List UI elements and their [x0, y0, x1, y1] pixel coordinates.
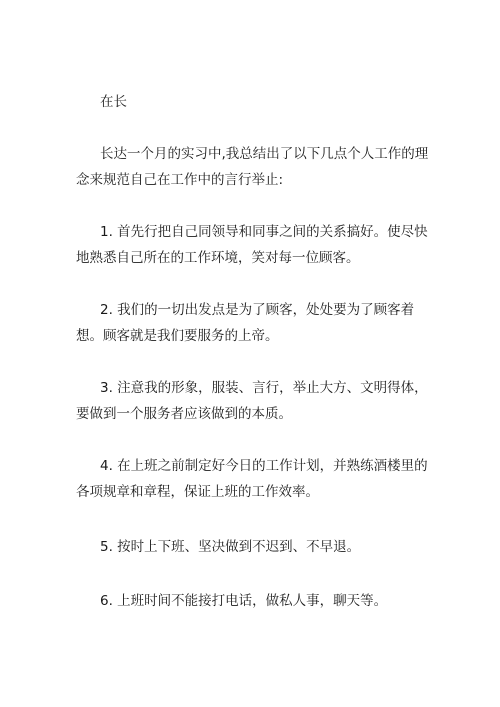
intro-paragraph: 长达一个月的实习中,我总结出了以下几点个人工作的理念来规范自己在工作中的言行举止: — [76, 146, 429, 188]
list-item-6: 6. 上班时间不能接打电话，做私人事，聊天等。 — [100, 593, 388, 609]
list-item-2: 2. 我们的一切出发点是为了顾客，处处要为了顾客着想。顾客就是我们要服务的上帝。 — [76, 302, 415, 344]
list-item-1: 1. 首先行把自己同领导和同事之间的关系搞好。使尽快地熟悉自己所在的工作环境，笑对每一位顾客。 — [76, 224, 428, 266]
list-item-5: 5. 按时上下班、坚决做到不迟到、不早退。 — [100, 539, 361, 555]
list-item-4: 4. 在上班之前制定好今日的工作计划，并熟练酒楼里的各项规章和章程，保证上班的工作效率。 — [76, 458, 428, 500]
list-item-3: 3. 注意我的形象，服装、言行，举止大方、文明得体，要做到一个服务者应该做到的本质。 — [76, 380, 428, 422]
document-heading: 在长 — [100, 94, 127, 110]
